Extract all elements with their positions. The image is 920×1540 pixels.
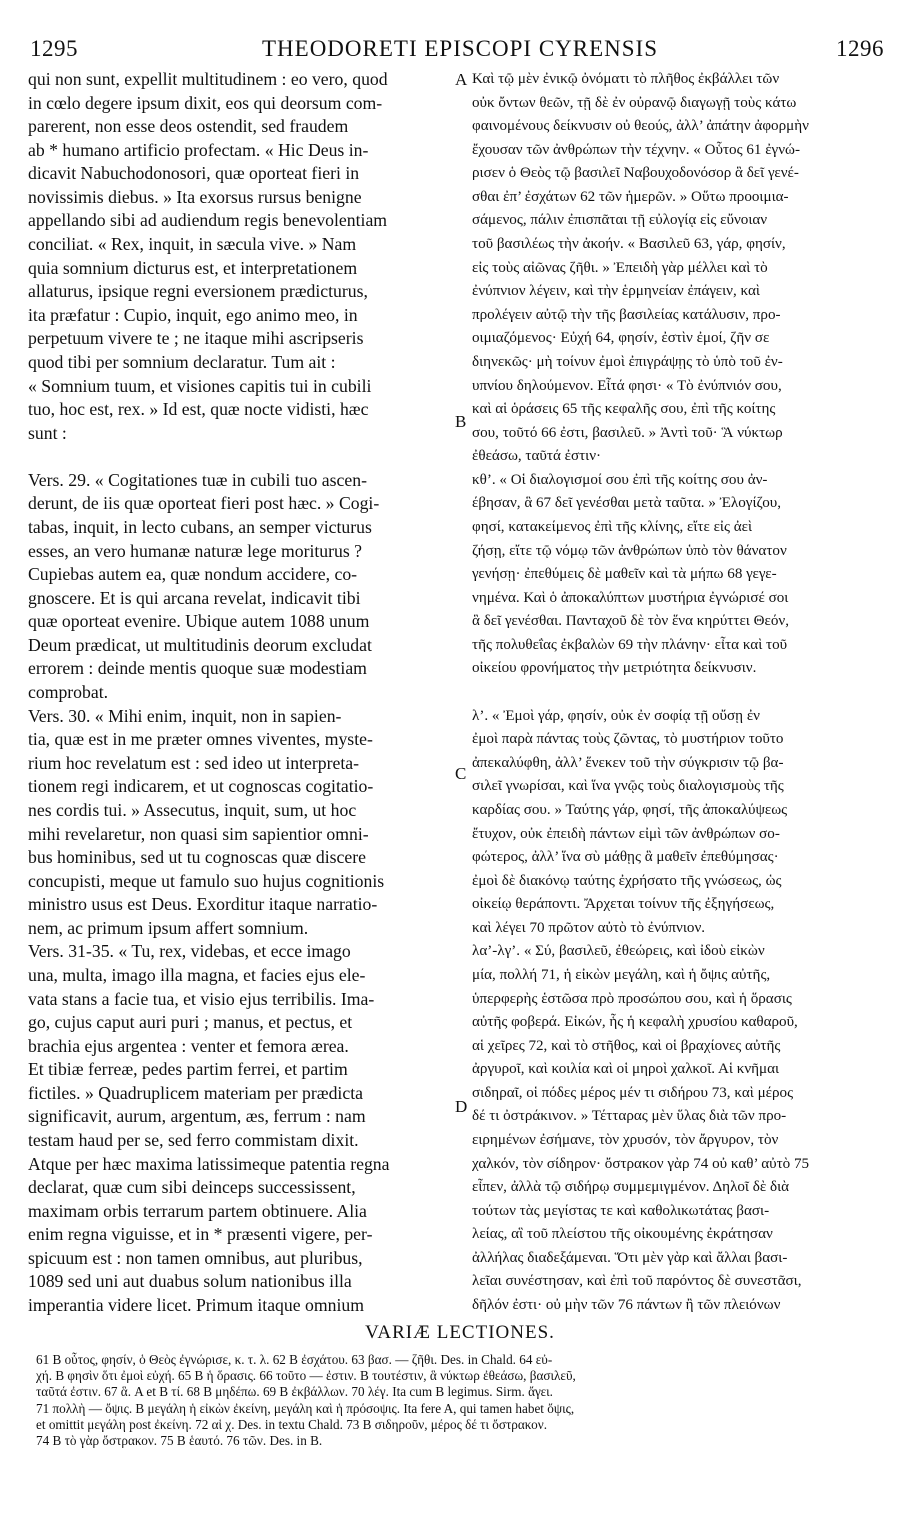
note-line: 71 πολλὴ — ὄψις. B μεγάλη ἡ εἰκὼν ἐκείνη, μεγάλη καὶ ἡ πρόσοψις. Ita fere A, qui tamen habet ὄψις, [36,1400,575,1416]
latin-text-line: bus hominibus, sed ut tu cognoscas quæ discere [28,847,366,868]
latin-text-line: nem, ac primum ipsum affert somnium. [28,917,309,938]
greek-text-line: ἀλλήλας διαδεξάμεναι. Ὅτι μὲν γὰρ καὶ ἄλλαι βασι- [472,1249,788,1266]
latin-column [28,68,450,1318]
latin-text-line: 1089 sed uni aut duabus solum nationibus illa [28,1271,352,1292]
greek-text-line: οιμιαζόμενος· Εὐχή 64, φησίν, ἐστὶν ἐμοί, ζῆν σε [472,330,770,347]
greek-text-line: τῆς πολυθεΐας ἐκβαλὼν 69 τὴν πλάνην· εἶτα καὶ τοῦ [472,636,788,653]
latin-text-line: nes cordis tui. » Assecutus, inquit, sum, ut hoc [28,799,357,820]
latin-text-line: Vers. 30. « Mihi enim, inquit, non in sapien- [28,705,342,726]
greek-text-line: δῆλόν ἐστι· οὐ μὴν τῶν 76 πάντων ἢ τῶν πλειόνων [472,1297,781,1314]
latin-text-line: tia, quæ est in me præter omnes viventes, myste- [28,729,373,750]
variae-lectiones-title: VARIÆ LECTIONES. [365,1322,555,1343]
greek-text-line: ἀπεκαλύφθη, ἀλλ’ ἕνεκεν τοῦ τὴν σύγκρισιν τῷ βα- [472,754,784,771]
note-line: et omittit μεγάλη post ἐκείνη. 72 αἱ χ. Des. in textu Chald. 73 B σιδηροῦν, μέρος δέ τι ὄστρακον. [36,1416,548,1432]
latin-text-line: appellando sibi ad audiendum regis benevolentiam [28,210,388,231]
latin-text-line: novissimis diebus. » Ita exorsus rursus benigne [28,186,362,207]
greek-text-line: λ’. « Ἐμοὶ γάρ, φησίν, οὐκ ἐν σοφίᾳ τῇ οὔσῃ ἐν [472,707,760,724]
note-line: 61 B οὗτος, φησίν, ὁ Θεὸς ἐγνώρισε, κ. τ. λ. 62 B ἐσχάτου. 63 βασ. — ζῆθι. Des. in Chald. 64 εὐ- [36,1352,553,1367]
latin-text-line: maximam orbis terrarum partem obtinuere. Alia [28,1200,367,1221]
latin-text-line: brachia ejus argentea : venter et femora ærea. [28,1035,349,1056]
greek-text-line: σθαι ἐπ’ ἐσχάτων 62 τῶν ἡμερῶν. » Οὕτω προοιμια- [472,188,789,205]
greek-text-line: αἱ χεῖρες 72, καὶ τὸ στῆθος, καὶ οἱ βραχίονες αὐτῆς [472,1037,781,1054]
latin-text-line: fictiles. » Quadruplicem materiam per prædicta [28,1082,363,1103]
greek-text-line: ἔτυχον, οὐκ ἐπειδὴ πάντων εἰμὶ τῶν ἀνθρώπων σο- [472,825,780,842]
greek-text-line: δέ τι ὀστράκινον. » Τέτταρας μὲν ὕλας διὰ τῶν προ- [472,1108,787,1125]
latin-text-line: allaturus, ipsique regni eversionem prædicturus, [28,281,368,302]
greek-text-line: λεῖαι συνέστησαν, καὶ ἐπὶ τοῦ παρόντος δὲ συνεστᾶσι, [472,1273,802,1290]
latin-text-line: concupisti, meque ut famulo suo hujus cognitionis [28,870,385,891]
greek-text-line: εἰς τοὺς αἰῶνας ζῆθι. » Ἐπειδὴ γὰρ μέλλει καὶ τὸ [472,259,768,276]
greek-text-line: ἐθεάσω, ταῦτά ἐστιν· [472,448,602,465]
greek-text-line: προλέγειν αὐτῷ τὴν τῆς βασιλείας κατάλυσιν, προ- [472,306,781,323]
running-title: THEODORETI EPISCOPI CYRENSIS [261,36,659,61]
note-line: χή. B φησὶν ὅτι ἐμοὶ εὐχή. 65 B ἡ ὅρασις. 66 τοῦτο — ἐστιν. B τουτέστιν, ἃ νύκτωρ ἐθεάσω, βασιλεῦ, [36,1368,576,1384]
greek-text-line: Καὶ τῷ μὲν ἐνικῷ ὀνόματι τὸ πλῆθος ἐκβάλλει τῶν [472,71,780,87]
latin-text-line: tabas, inquit, in lecto cubans, an semper victurus [28,516,372,537]
latin-text-line: parerent, non esse deos ostendit, sed fraudem [28,116,349,137]
greek-text-line: σιλεῖ γνωρίσαι, καὶ ἵνα γνῷς τοὺς διαλογισμοὺς τῆς [472,778,784,795]
greek-text-line: φώτερος, ἀλλ’ ἵνα σὺ μάθῃς ἃ μαθεῖν ἐπεθύμησας· [472,849,779,866]
latin-text-line: go, cujus caput auri puri ; manus, et pectus, et [28,1012,353,1033]
latin-text-line: quod tibi per somnium declaratur. Tum ait : [28,351,336,372]
greek-text-line: καὶ αἱ ὁράσεις 65 τῆς κεφαλῆς σου, ἐπὶ τῆς κοίτης [472,401,776,418]
latin-text-line: Atque per hæc maxima latissimeque patentia regna [28,1153,390,1174]
latin-text-line: tuo, hoc est, rex. » Id est, quæ nocte vidisti, hæc [28,399,369,420]
latin-text-line: Vers. 29. « Cogitationes tuæ in cubili tuo ascen- [28,469,367,490]
latin-text-line: ministro usus est Deus. Exorditur itaque narratio- [28,894,378,915]
latin-text-line: Cupiebas autem ea, quæ nondum accidere, co- [28,564,358,585]
margin-marker-d: D [455,1097,468,1116]
greek-text-line: κθ’. « Οἱ διαλογισμοί σου ἐπὶ τῆς κοίτης σου ἀν- [472,471,768,488]
margin-marker-b: B [455,412,467,431]
latin-text-line: dicavit Nabuchodonosori, quæ oporteat fieri in [28,163,360,184]
latin-text-line: quia somnium dicturus est, et interpretationem [28,257,358,278]
latin-text-line: in cœlo degere ipsum dixit, eos qui deorsum com- [28,92,383,113]
greek-text-line: λα’-λγ’. « Σύ, βασιλεῦ, ἐθεώρεις, καὶ ἰδοὺ εἰκὼν [472,943,765,960]
greek-text-line: μία, πολλή 71, ἡ εἰκὼν μεγάλη, καὶ ἡ ὄψις αὐτῆς, [472,966,771,983]
page-header [28,36,892,70]
left-page-number: 1295 [30,36,78,61]
latin-text-line: enim regna viguisse, et in * præsenti vigere, per- [28,1224,373,1245]
latin-text-line: imperantia videre licet. Primum itaque omnium [28,1295,364,1316]
greek-text-line: καὶ λέγει 70 πρῶτον αὐτὸ τὸ ἐνύπνιον. [472,919,706,936]
latin-text-line: una, multa, imago illa magna, et facies ejus ele- [28,964,366,985]
greek-text-line: σου, τοῦτό 66 ἐστι, βασιλεῦ. » Ἀντὶ τοῦ· Ἃ νύκτωρ [472,424,783,441]
latin-text-line: declarat, quæ cum sibi deinceps successissent, [28,1177,356,1198]
greek-text-line: φαινομένους δείκνυσιν οὐ θεούς, ἀλλ’ ἀπάτην ἀφορμὴν [472,118,809,135]
latin-text-line: Deum prædicat, ut multitudinis deorum excludat [28,634,372,655]
latin-text-line: Et tibiæ ferreæ, pedes partim ferrei, et partim [28,1059,348,1080]
greek-text-line: τοῦ βασιλέως τὴν ἀκοήν. « Βασιλεῦ 63, γάρ, φησίν, [472,236,786,253]
latin-text-line: « Somnium tuum, et visiones capitis tui in cubili [28,375,372,396]
variae-lectiones-notes [36,1352,896,1449]
latin-text-line: sunt : [28,422,67,443]
greek-text-line: ἐνύπνιον λέγειν, καὶ τὴν ἑρμηνείαν ἐπάγειν, καὶ [472,283,760,300]
latin-text-line: gnoscere. Et is qui arcana revelat, indicavit tibi [28,587,361,608]
greek-text-line: καρδίας σου. » Ταύτης γάρ, φησί, τῆς ἀποκαλύψεως [472,801,788,818]
note-line: ταῦτά ἐστιν. 67 ἃ. A et B τί. 68 B μηδέπω. 69 B ἐκβάλλων. 70 λέγ. Ita cum B legimus. Sirm. ἄγει. [36,1384,553,1400]
latin-text-line [28,445,450,469]
greek-text-line: ἐμοὶ δὲ διακόνῳ ταύτης ἐχρήσατο τῆς γνώσεως, ὡς [472,872,782,889]
greek-text-line: ὑπερφερὴς ἑστῶσα πρὸ προσώπου σου, καὶ ἡ ὅρασις [472,990,792,1007]
latin-text-line: vata stans a facie tua, et visio ejus terribilis. Ima- [28,988,375,1009]
latin-text-line: quæ oporteat evenire. Ubique autem 1088 unum [28,611,370,632]
latin-text-line: derunt, de iis quæ oporteat fieri post hæc. » Cogi- [28,493,380,514]
greek-text-line: οἰκείου φρονήματος τὴν μετριότητα δείκνυσιν. [472,660,757,677]
greek-text-line: ρισεν ὁ Θεὸς τῷ βασιλεῖ Ναβουχοδονόσορ ἃ δεῖ γενέ- [472,165,799,182]
greek-text-line: ζήσῃ, εἴτε τῷ νόμῳ τῶν ἀνθρώπων ὑπὸ τὸν θάνατον [472,542,787,559]
greek-text-line: έβησαν, ἃ 67 δεῖ γενέσθαι μετὰ ταῦτα. » Ἐλογίζου, [472,495,782,512]
greek-text-line: σάμενος, πάλιν ἐπισπᾶται τῇ εὐλογίᾳ εἰς εὔνοιαν [472,212,768,229]
greek-text-line: νημένα. Καὶ ὁ ἀποκαλύπτων μυστήρια ἐγνώρισέ σοι [472,589,789,606]
greek-text-line: οὐκ ὄντων θεῶν, τῇ δὲ ἐν οὐρανῷ διαγωγῇ τοὺς κάτω [472,94,797,111]
right-page-number: 1296 [836,36,884,61]
greek-column [472,68,884,1318]
greek-text-line: οἰκείῳ θεράποντι. Ἄρχεται τοίνυν τῆς ἐξηγήσεως, [472,896,775,913]
latin-text-line: ab * humano artificio profectam. « Hic Deus in- [28,139,369,160]
greek-text-line: ἀργυροῖ, καὶ κοιλία καὶ οἱ μηροὶ χαλκοῖ. Αἱ κνῆμαι [472,1061,780,1078]
greek-text-line: ἃ δεῖ γενέσθαι. Πανταχοῦ δὲ τὸν ἕνα κηρύττει Θεόν, [472,613,789,630]
latin-text-line: testam haud per se, sed ferro commistam dixit. [28,1130,359,1151]
greek-text-line: σιδηραῖ, οἱ πόδες μέρος μέν τι σιδήρου 73, καὶ μέρος [472,1084,794,1101]
greek-text-line: τούτων τὰς μεγίστας τε καὶ καθολικωτάτας βασι- [472,1202,770,1219]
greek-text-line: ἐμοὶ παρὰ πάντας τοὺς ζῶντας, τὸ μυστήριον τοῦτο [472,731,784,748]
greek-text-line: διηνεκῶς· μὴ τοίνυν ἐμοὶ ἐπιγράψῃς τὸ ὑπὸ τοῦ ἐν- [472,353,783,370]
greek-text-line: αὐτῆς φοβερά. Εἰκών, ἧς ἡ κεφαλὴ χρυσίου καθαροῦ, [472,1014,798,1031]
latin-text-line: mihi revelaretur, non quasi sim sapientior omni- [28,823,369,844]
margin-marker-a: A [455,70,468,89]
note-line: 74 B τὸ γὰρ ὄστρακον. 75 B ἑαυτό. 76 τῶν. Des. in B. [36,1433,323,1449]
greek-text-line: ἔχουσαν τῶν ἀνθρώπων τὴν τέχνην. « Οὗτος 61 ἐγνώ- [472,141,801,158]
greek-text-line [472,681,884,705]
latin-text-line: rium hoc revelatum est : sed ideo ut interpreta- [28,752,360,773]
latin-text-line: conciliat. « Rex, inquit, in sæcula vive. » Nam [28,234,357,255]
latin-text-line: qui non sunt, expellit multitudinem : eo vero, quod [28,69,388,89]
latin-text-line: ita præfatur : Cupio, inquit, ego animo meo, in [28,304,358,325]
latin-text-line: comprobat. [28,682,109,703]
latin-text-line: tionem regi indicarem, et ut cognoscas cogitatio- [28,776,374,797]
margin-marker-c: C [455,764,467,783]
latin-text-line: significavit, aurum, argentum, æs, ferrum : nam [28,1106,366,1127]
greek-text-line: φησί, κατακείμενος ἐπὶ τῆς κλίνης, εἴτε εἰς ἀεὶ [472,518,753,535]
latin-text-line: spicuum est : non tamen omnibus, aut pluribus, [28,1247,363,1268]
latin-text-line: perpetuum vivere te ; ne itaque mihi ascripseris [28,328,364,349]
greek-text-line: γενήσῃ· ἐπεθύμεις δὲ μαθεῖν καὶ τὰ μήπω 68 γεγε- [472,566,777,583]
latin-text-line: Vers. 31-35. « Tu, rex, videbas, et ecce imago [28,941,351,962]
greek-text-line: χαλκόν, τὸν σίδηρον· ὄστρακον γὰρ 74 οὐ καθ’ αὐτὸ 75 [472,1155,810,1172]
latin-text-line: esses, an vero humanæ naturæ lege moriturus ? [28,540,363,561]
greek-text-line: λείας, αἳ τοῦ πλείστου τῆς οἰκουμένης ἐκράτησαν [472,1226,773,1243]
greek-text-line: εἶπεν, ἀλλὰ τῷ σιδήρῳ συμμεμιγμένον. Δηλοῖ δὲ διὰ [472,1179,790,1196]
greek-text-line: ειρημένων ἐσήμανε, τὸν χρυσόν, τὸν ἄργυρον, τὸν [472,1132,779,1149]
latin-text-line: errorem : deinde mentis quoque suæ modestiam [28,658,367,679]
greek-text-line: υπνίου δηλούμενον. Εἶτά φησι· « Τὸ ἐνύπνιόν σου, [472,377,782,394]
